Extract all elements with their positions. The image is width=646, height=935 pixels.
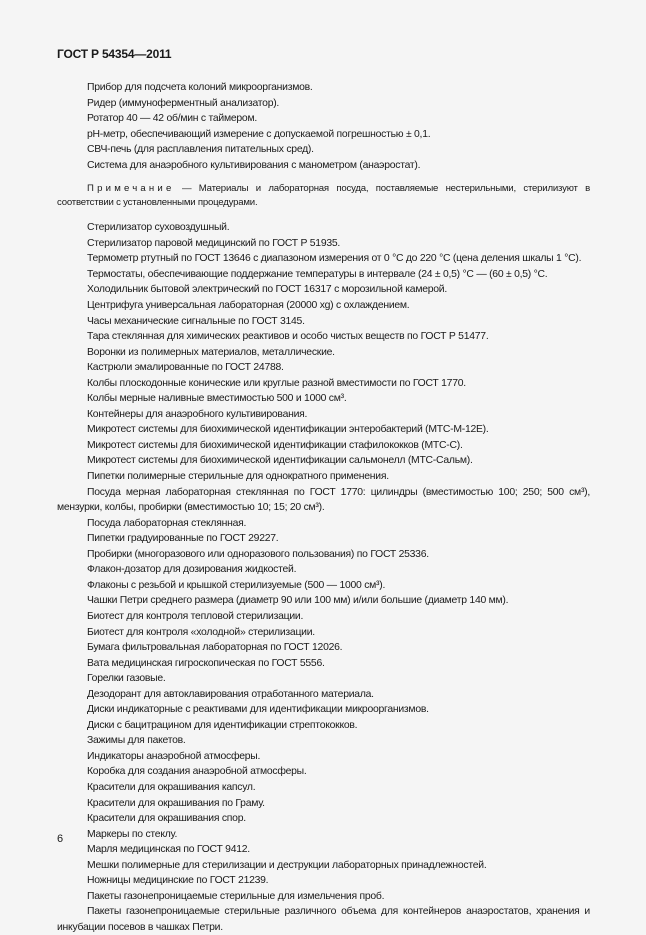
list-item: Диски индикаторные с реактивами для идентификации микроорганизмов. [87, 704, 429, 716]
list-item: Пипетки полимерные стерильные для однократного применения. [87, 471, 389, 483]
list-item: Пробирки (многоразового или одноразового пользования) по ГОСТ 25336. [87, 548, 429, 560]
list-item: Красители для окрашивания капсул. [87, 781, 256, 793]
list-item: Часы механические сигнальные по ГОСТ 3145. [87, 315, 305, 327]
list-item: Биотест для контроля «холодной» стерилизации. [87, 626, 315, 638]
equipment-list-part-1 [57, 80, 590, 173]
list-item: Флакон-дозатор для дозирования жидкостей. [87, 564, 297, 576]
list-item: Термостаты, обеспечивающие поддержание температуры в интервале (24 ± 0,5) °С — (60 ± 0,5) °С. [87, 268, 548, 280]
list-item: Диски с бацитрацином для идентификации стрептококков. [87, 719, 358, 731]
list-item: Холодильник бытовой электрический по ГОСТ 16317 с морозильной камерой. [87, 284, 447, 296]
document-header: ГОСТ Р 54354—2011 [57, 47, 172, 61]
equipment-list-part-2 [57, 220, 590, 935]
note-paragraph [57, 182, 590, 209]
list-item: Микротест системы для биохимической идентификации сальмонелл (МТС-Сальм). [87, 455, 473, 467]
list-item: pH-метр, обеспечивающий измерение с допускаемой погрешностью ± 0,1. [87, 128, 431, 140]
list-item: Зажимы для пакетов. [87, 735, 186, 747]
list-item: Термометр ртутный по ГОСТ 13646 с диапазоном измерения от 0 °С до 220 °С (цена деления шкалы 1 °С). [87, 253, 582, 265]
list-item: Пакеты газонепроницаемые стерильные различного объема для контейнеров анаэростатов, хранения и инкубации посевов в чашках Петри. [57, 906, 590, 933]
list-item: Колбы плоскодонные конические или круглые разной вместимости по ГОСТ 1770. [87, 377, 466, 389]
list-item: Вата медицинская гигроскопическая по ГОСТ 5556. [87, 657, 325, 669]
list-item: Дезодорант для автоклавирования отработанного материала. [87, 688, 374, 700]
list-item: Флаконы с резьбой и крышкой стерилизуемые (500 — 1000 см³). [87, 579, 386, 591]
note-label: Примечание [87, 183, 175, 195]
list-item: Посуда лабораторная стеклянная. [87, 517, 247, 529]
list-item: Бумага фильтровальная лабораторная по ГОСТ 12026. [87, 642, 343, 654]
list-item: Маркеры по стеклу. [87, 828, 178, 840]
list-item: Система для анаэробного культивирования с манометром (анаэростат). [87, 159, 421, 171]
list-item: Воронки из полимерных материалов, металлические. [87, 346, 335, 358]
list-item: Пипетки градуированные по ГОСТ 29227. [87, 533, 279, 545]
list-item: Ридер (иммуноферментный анализатор). [87, 97, 280, 109]
list-item: Посуда мерная лабораторная стеклянная по ГОСТ 1770: цилиндры (вместимостью 100; 250; 500 см³), мензурки, колбы, пробирки (вместимостью 10; 15; 20 см³). [57, 486, 590, 514]
page-number: 6 [57, 833, 64, 845]
list-item: Горелки газовые. [87, 673, 166, 685]
note-text: — Материалы и лабораторная посуда, поставляемые нестерильными, стерилизуют в соответствии с установленными процедурами. [57, 183, 590, 208]
list-item: Биотест для контроля тепловой стерилизации. [87, 610, 304, 622]
list-item: Чашки Петри среднего размера (диаметр 90 или 100 мм) и/или большие (диаметр 140 мм). [87, 595, 509, 607]
list-item: Красители для окрашивания по Граму. [87, 797, 265, 809]
list-item: СВЧ-печь (для расплавления питательных сред). [87, 144, 314, 156]
list-item: Контейнеры для анаэробного культивирования. [87, 408, 308, 420]
list-item: Тара стеклянная для химических реактивов и особо чистых веществ по ГОСТ Р 51477. [87, 331, 489, 343]
list-item: Индикаторы анаэробной атмосферы. [87, 750, 261, 762]
list-item: Стерилизатор суховоздушный. [87, 222, 230, 234]
list-item: Красители для окрашивания спор. [87, 813, 246, 825]
list-item: Центрифуга универсальная лабораторная (20000 xg) с охлаждением. [87, 300, 410, 312]
list-item: Марля медицинская по ГОСТ 9412. [87, 844, 250, 856]
list-item: Колбы мерные наливные вместимостью 500 и 1000 см³. [87, 393, 347, 405]
list-item: Пакеты газонепроницаемые стерильные для измельчения проб. [87, 890, 385, 902]
list-item: Ножницы медицинские по ГОСТ 21239. [87, 875, 269, 887]
list-item: Микротест системы для биохимической идентификации стафилококков (МТС-С). [87, 439, 463, 451]
document-body [57, 80, 590, 935]
list-item: Мешки полимерные для стерилизации и деструкции лабораторных принадлежностей. [87, 859, 487, 871]
list-item: Коробка для создания анаэробной атмосферы. [87, 766, 307, 778]
list-item: Ротатор 40 — 42 об/мин с таймером. [87, 113, 257, 125]
list-item: Стерилизатор паровой медицинский по ГОСТ Р 51935. [87, 237, 341, 249]
list-item: Микротест системы для биохимической идентификации энтеробактерий (МТС-М-12Е). [87, 424, 489, 436]
list-item: Кастрюли эмалированные по ГОСТ 24788. [87, 362, 284, 374]
list-item: Прибор для подсчета колоний микроорганизмов. [87, 82, 313, 93]
